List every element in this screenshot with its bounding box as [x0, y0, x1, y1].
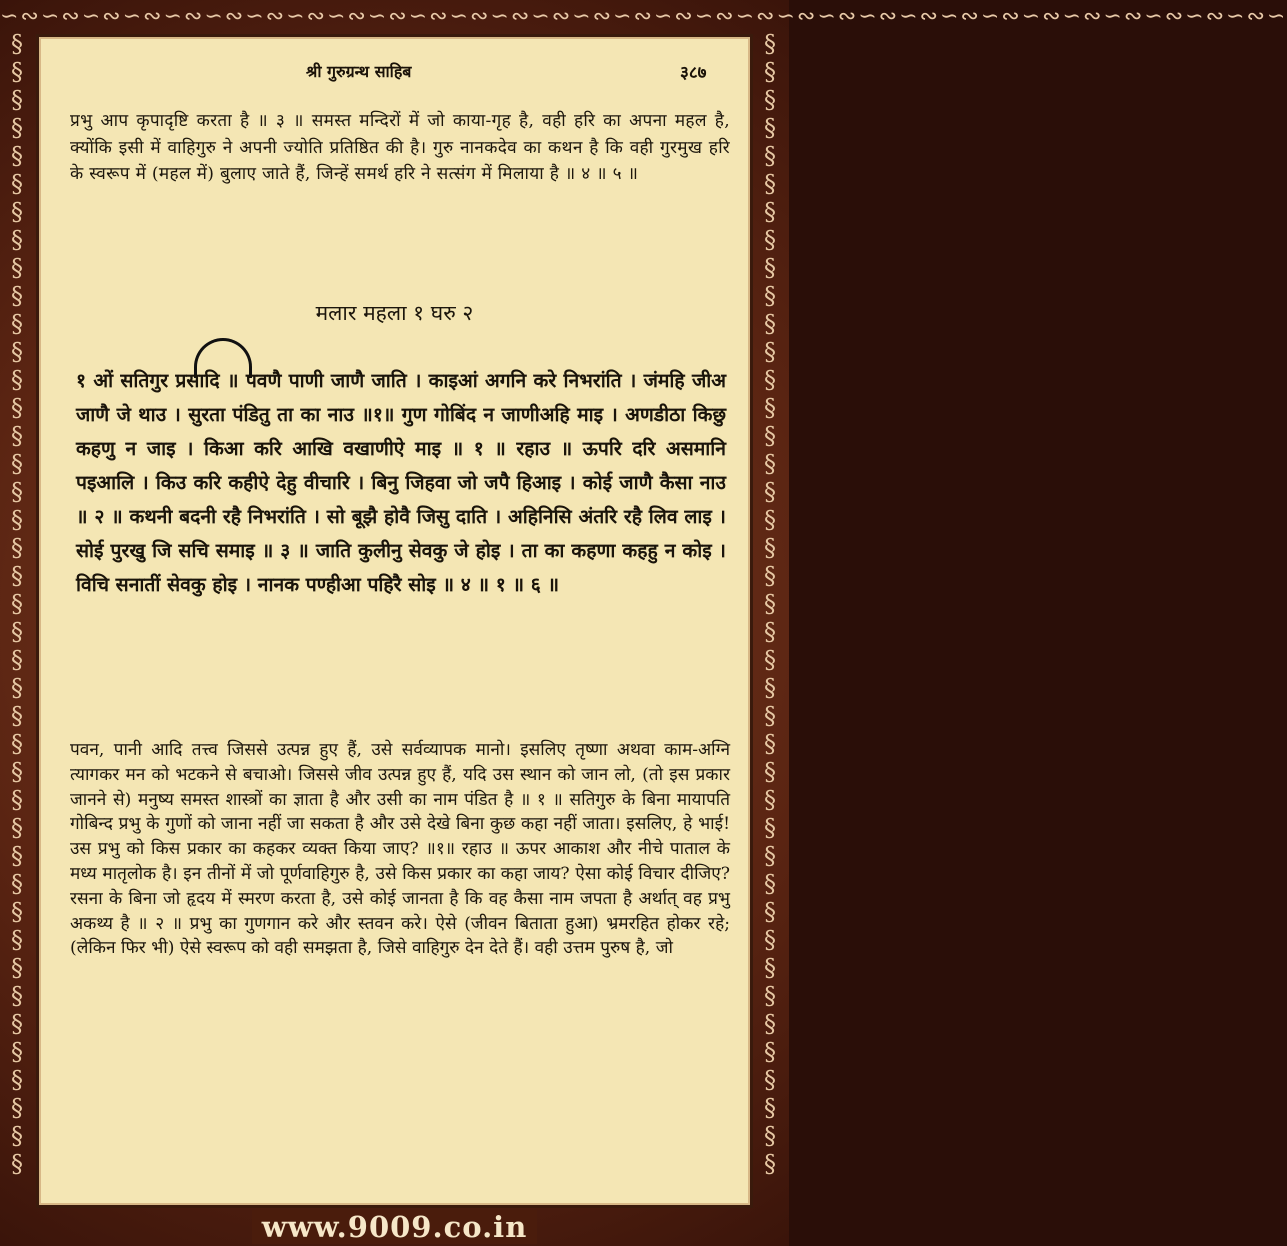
top-border-ornament: ∽∾∽∾∽∾∽∾∽∾∽∾∽∾∽∾∽∾∽∾∽∾∽∾∽∾∽∾∽∾∽∾∽∾∽∾∽∾∽∾∽∾∽∾∽∾∽∾∽∾∽∾∽∾∽∾∽∾∽∾∽∾∽ [0, 4, 1287, 29]
scripture-page [36, 34, 753, 1208]
commentary-paragraph-1: प्रभु आप कृपादृष्टि करता है ॥ ३ ॥ समस्त मन्दिरों में जो काया-गृह है, वही हरि का अपना महल है, क्योंकि इसी में वाहिगुरु ने अपनी ज्योति प्रतिष्ठित की है। गुरु नानकदेव का कथन है कि वही गुरमुख हरि के स्वरूप में (महल में) बुलाए जाते हैं, जिन्हें समर्थ हरि ने सत्संग में मिलाया है ॥ ४ ॥ ५ ॥ [70, 111, 730, 184]
section-heading: मलार महला १ घरु २ [315, 301, 474, 325]
page-number: ३८७ [680, 63, 707, 83]
page-header [36, 60, 753, 84]
commentary-paragraph-2: पवन, पानी आदि तत्त्व जिससे उत्पन्न हुए हैं, उसे सर्वव्यापक मानो। इसलिए तृष्णा अथवा काम-अग्नि त्यागकर मन को भटकने से बचाओ। जिससे जीव उत्पन्न हुए हैं, यदि उस स्थान को जान लो, (तो इस प्रकार जानने से) मनुष्य समस्त शास्त्रों का ज्ञाता है और उसी का नाम पंडित है ॥ १ ॥ सतिगुरु के बिना मायापति गोबिन्द प्रभु के गुणों को जाना नहीं जा सकता है और उसे देखे बिना कुछ कहा नहीं जाता। इसलिए, हे भाई! उस प्रभु को किस प्रकार का कहकर व्यक्त किया जाए? ॥१॥ रहाउ ॥ ऊपर आकाश और नीचे पाताल के मध्य मातृलोक है। इन तीनों में जो पूर्णवाहिगुरु है, उसे किस प्रकार का कहा जाय? ऐसा कोई विचार दीजिए? रसना के बिना जो हृदय में स्मरण करता है, उसे कोई जानता है कि वह कैसा नाम जपता है अर्थात् वह प्रभु अकथ्य है ॥ २ ॥ प्रभु का गुणगान करे और स्तवन करे। ऐसे (जीवन बिताता हुआ) भ्रमरहित होकर रहे; (लेकिन फिर भी) ऐसे स्वरूप को वही समझता है, जिसे वाहिगुरु देन देते हैं। वही उत्तम पुरुष है, जो [70, 740, 730, 959]
right-border-ornament: § § § § § § § § § § § § § § § § § § § § § § § § § § § § § § § § § § § § § § § § § [764, 30, 778, 1178]
footer-website-link[interactable] [0, 1208, 789, 1246]
website-url[interactable]: www.9009.co.in [252, 1210, 538, 1244]
page-title: श्री गुरुग्रन्थ साहिब [306, 62, 412, 81]
left-border-ornament: § § § § § § § § § § § § § § § § § § § § § § § § § § § § § § § § § § § § § § § § § [11, 30, 25, 1178]
gurmukhi-verse-text: १ ओं सतिगुर प्रसादि ॥ पवणै पाणी जाणै जाति । काइआं अगनि करे निभरांति । जंमहि जीअ जाणै जे थाउ । सुरता पंडितु ता का नाउ ॥१॥ गुण गोबिंद न जाणीअहि माइ । अणडीठा किछु कहणु न जाइ । किआ करि आखि वखाणीऐ माइ ॥ १ ॥ रहाउ ॥ ऊपरि दरि असमानि पइआलि । किउ करि कहीऐ देहु वीचारि । बिनु जिहवा जो जपै हिआइ । कोई जाणै कैसा नाउ ॥ २ ॥ कथनी बदनी रहै निभरांति । सो बूझै होवै जिसु दाति । अहिनिसि अंतरि रहै लिव लाइ । सोई पुरखु जि सचि समाइ ॥ ३ ॥ जाति कुलीनु सेवकु जे होइ । ता का कहणा कहहु न कोइ । विचि सनातीं सेवकु होइ । नानक पण्हीआ पहिरै सोइ ॥ ४ ॥ १ ॥ ६ ॥ [76, 369, 726, 596]
